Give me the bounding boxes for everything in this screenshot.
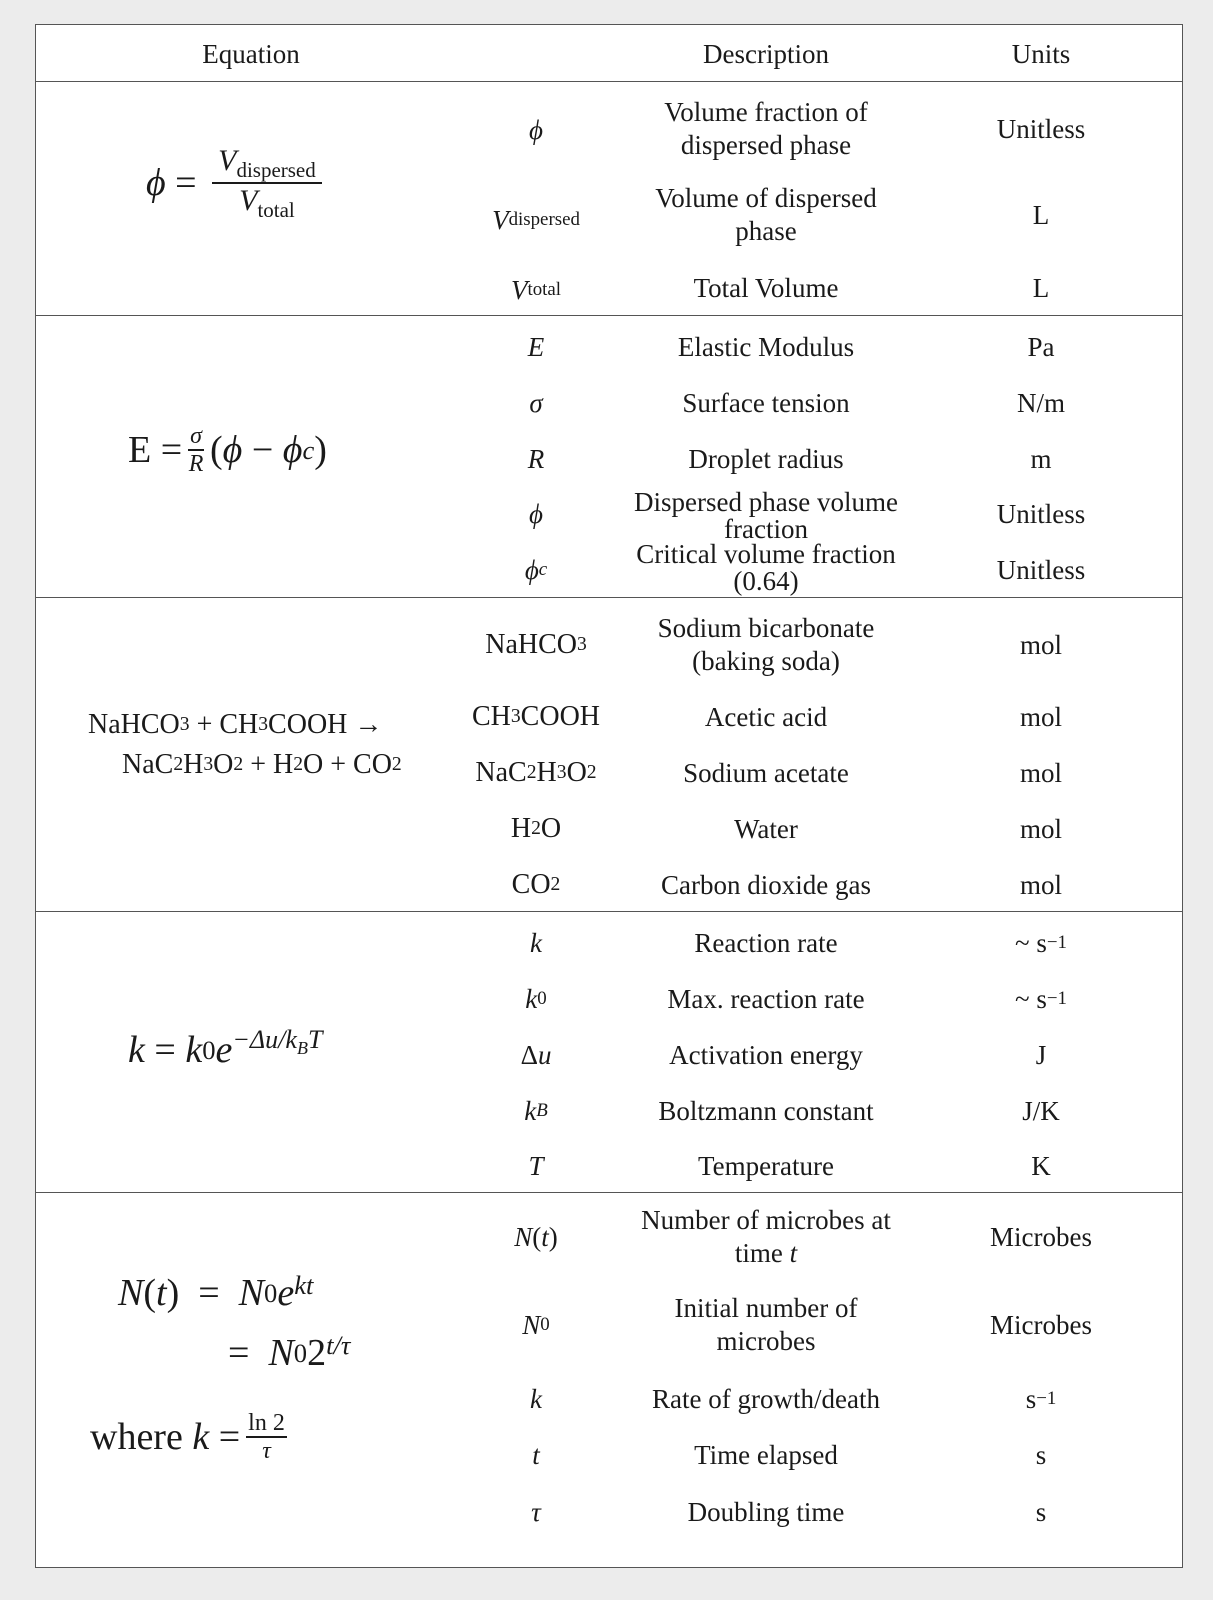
description: Critical volume fraction (0.64): [636, 539, 896, 596]
units: ~ s −1: [1015, 927, 1067, 958]
symbol: V total: [510, 274, 562, 305]
description: Activation energy: [669, 1039, 863, 1070]
description: Droplet radius: [688, 443, 844, 474]
units: mol: [1019, 629, 1062, 660]
symbol: t: [532, 1439, 540, 1470]
description: Volume fraction of dispersed phase: [664, 97, 868, 160]
symbol: E: [527, 331, 545, 362]
symbol: NaC 2 H 3 O 2: [475, 756, 597, 788]
symbol: R: [527, 443, 545, 474]
description: Doubling time: [687, 1496, 845, 1527]
units: N/m: [1016, 387, 1065, 418]
divider: [36, 597, 1182, 598]
units: L: [1032, 199, 1050, 230]
units: mol: [1019, 813, 1062, 844]
description: Acetic acid: [704, 701, 828, 732]
symbol: ϕ c: [524, 554, 548, 585]
description: Carbon dioxide gas: [661, 869, 871, 900]
units: Pa: [1027, 331, 1055, 362]
units: Unitless: [996, 554, 1086, 585]
description: Water: [734, 813, 798, 844]
units: J: [1035, 1039, 1047, 1070]
description: Number of microbes at time t: [641, 1205, 891, 1268]
units: s −1: [1025, 1383, 1057, 1414]
units: J/K: [1022, 1095, 1060, 1126]
units: Microbes: [990, 1309, 1092, 1340]
units: Microbes: [990, 1221, 1092, 1252]
units: mol: [1019, 869, 1062, 900]
description: Surface tension: [682, 387, 850, 418]
equation-reaction-line2: NaC 2 H 3 O 2 + H 2 O + CO 2: [122, 749, 402, 780]
equation-arrhenius: k = k 0 e $^{-\Delta u/k_B T}$: [128, 1024, 323, 1071]
description: Initial number of microbes: [674, 1293, 858, 1356]
symbol: NaHCO 3: [485, 628, 587, 660]
divider: [36, 81, 1182, 82]
symbol: k B: [524, 1095, 548, 1126]
description: Volume of dispersed phase: [655, 183, 877, 246]
description: Sodium bicarbonate (baking soda): [657, 613, 875, 676]
description: Reaction rate: [694, 927, 838, 958]
symbol: V dispersed: [492, 204, 580, 235]
symbol: τ: [531, 1496, 541, 1527]
symbol: T: [528, 1150, 544, 1181]
units: mol: [1019, 757, 1062, 788]
symbol: k 0: [525, 983, 547, 1014]
equation-table: [35, 24, 1183, 1568]
description: Temperature: [697, 1150, 835, 1181]
description: Dispersed phase volume fraction: [634, 487, 898, 544]
description: Boltzmann constant: [658, 1095, 874, 1126]
symbol: ϕ: [529, 114, 543, 145]
header-units: Units: [1011, 38, 1071, 69]
units: m: [1030, 443, 1052, 474]
symbol: CO 2: [511, 868, 561, 900]
equation-growth-line3: where k = $\frac{\ln 2}{\tau}$: [90, 1409, 285, 1464]
symbol: H 2 O: [510, 812, 562, 844]
equation-growth-line2: = N 0 2 $^{t/\tau}$: [228, 1329, 351, 1374]
description: Rate of growth/death: [652, 1383, 880, 1414]
header-equation: Equation: [202, 38, 300, 69]
description: Sodium acetate: [683, 757, 849, 788]
symbol: ϕ: [529, 498, 543, 529]
symbol: k: [530, 927, 542, 958]
symbol: σ: [529, 387, 543, 418]
units: Unitless: [996, 498, 1086, 529]
units: K: [1031, 1150, 1051, 1181]
equation-volume-fraction: ϕ = $\frac{V_{dispersed}}{V_{total}}$: [146, 143, 328, 223]
units: ~ s −1: [1015, 983, 1067, 1014]
equation-growth-line1: N ( t ) = N 0 e $^{kt}$: [118, 1269, 314, 1314]
symbol: N ( t ): [514, 1221, 558, 1252]
units: mol: [1019, 701, 1062, 732]
units: Unitless: [996, 113, 1086, 144]
symbol: CH 3 COOH: [471, 700, 601, 732]
description: Elastic Modulus: [677, 331, 855, 362]
units: L: [1032, 272, 1050, 303]
units: s: [1035, 1496, 1047, 1527]
units: s: [1035, 1439, 1047, 1470]
symbol: N 0: [522, 1309, 550, 1340]
divider: [36, 315, 1182, 316]
description: Total Volume: [693, 272, 839, 303]
symbol: Δ u: [520, 1039, 552, 1070]
description: Time elapsed: [694, 1439, 838, 1470]
equation-elastic-modulus: E = $\frac{\sigma}{R}$ ( ϕ − ϕ c ): [128, 422, 327, 477]
symbol: k: [530, 1383, 542, 1414]
description: Max. reaction rate: [667, 983, 865, 1014]
header-description: Description: [703, 38, 829, 69]
equation-reaction-line1: NaHCO 3 + CH 3 COOH →: [88, 709, 383, 740]
